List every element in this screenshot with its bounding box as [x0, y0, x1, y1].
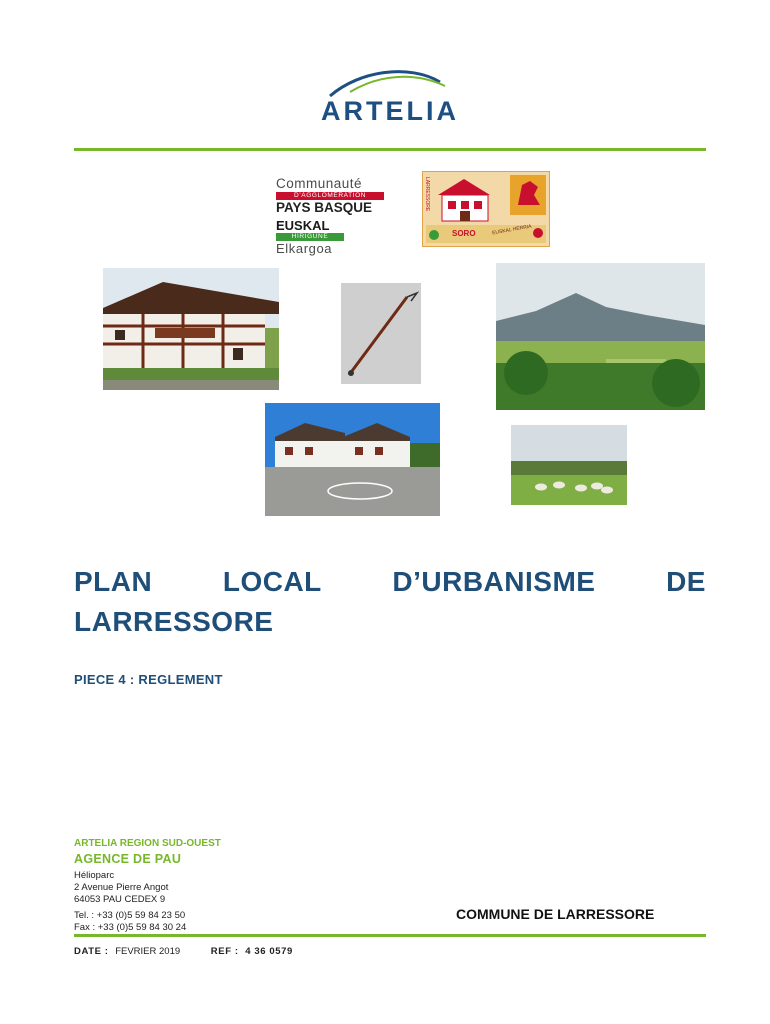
- agency-address-3: 64053 PAU CEDEX 9: [74, 894, 166, 905]
- title-line-2: LARRESSORE: [74, 606, 274, 637]
- agency-address-1: Hélioparc: [74, 870, 115, 881]
- top-divider: [74, 148, 706, 151]
- coat-word: SORO: [452, 229, 476, 238]
- date-value: FEVRIER 2019: [115, 946, 181, 957]
- document-subtitle: PIECE 4 : REGLEMENT: [74, 672, 223, 687]
- larressore-coat-of-arms: [422, 171, 550, 247]
- title-word-4: DE: [666, 566, 706, 597]
- agency-address-2: 2 Avenue Pierre Angot: [74, 882, 169, 893]
- cap-band: D’AGGLOMÉRATION: [276, 192, 384, 200]
- cap-euskal: EUSKAL: [276, 218, 330, 233]
- agency-fax: Fax : +33 (0)5 59 84 30 24: [74, 922, 187, 933]
- coat-side-text: LARRESSORE: [424, 177, 430, 212]
- photo-mountain: [496, 263, 705, 410]
- agency-region: ARTELIA REGION SUD-OUEST: [74, 838, 221, 849]
- title-word-3: D’URBANISME: [392, 566, 596, 597]
- ref-label: REF :: [210, 946, 239, 957]
- coat-ribbon: EUSKAL HERRIA: [491, 223, 533, 237]
- title-word-1: PLAN: [74, 566, 153, 597]
- document-title: [74, 562, 706, 642]
- photo-basque-house: [103, 268, 279, 390]
- agency-name: AGENCE DE PAU: [74, 852, 182, 866]
- cap-pays-basque: PAYS BASQUE: [276, 200, 373, 215]
- date-label: DATE :: [74, 946, 109, 957]
- photo-makhila: [341, 283, 421, 384]
- commune-label: COMMUNE DE LARRESSORE: [456, 906, 655, 922]
- cap-logo: [276, 176, 388, 266]
- bottom-divider: [74, 934, 706, 937]
- cap-title: Communauté: [276, 176, 363, 191]
- artelia-logo: [290, 62, 490, 132]
- agency-block: [74, 838, 221, 934]
- photo-sheep-field: [511, 425, 627, 505]
- ref-value: 4 36 0579: [245, 946, 293, 957]
- agency-tel: Tel. : +33 (0)5 59 84 23 50: [74, 910, 186, 921]
- photo-village-square: [265, 403, 440, 516]
- artelia-wordmark: ARTELIA: [321, 96, 459, 126]
- cap-elkargoa: Elkargoa: [276, 241, 333, 256]
- title-word-2: LOCAL: [222, 566, 322, 597]
- footer: [74, 946, 293, 957]
- cap-band-green: HIRIGUNE: [276, 233, 344, 241]
